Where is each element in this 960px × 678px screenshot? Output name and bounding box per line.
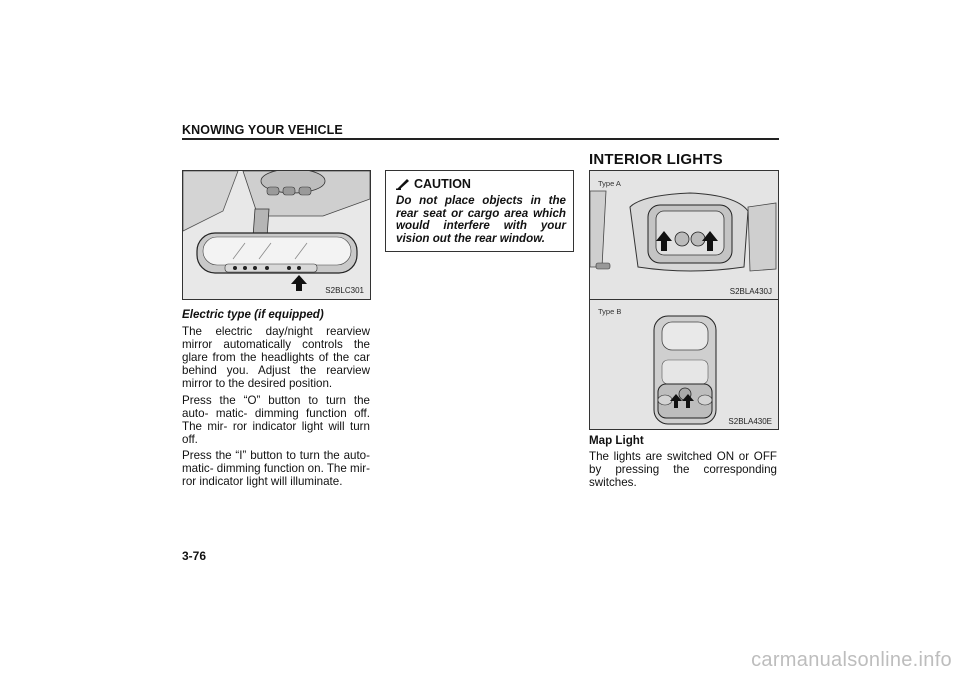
section-title: INTERIOR LIGHTS xyxy=(589,151,723,168)
page-number: 3-76 xyxy=(182,549,207,563)
mirror-section xyxy=(182,308,370,491)
page-header: KNOWING YOUR VEHICLE xyxy=(182,123,343,137)
type-a-code: S2BLA430J xyxy=(729,287,772,296)
caution-heading xyxy=(396,177,471,191)
map-light-title: Map Light xyxy=(589,434,644,447)
caution-title: CAUTION xyxy=(414,177,471,191)
watermark: carmanualsonline.info xyxy=(751,649,952,671)
mirror-paragraph: Press the “I” button to turn the auto- matic- dimming function on. The mir- ror indicator light will illuminate. xyxy=(182,448,370,489)
warning-icon xyxy=(396,178,410,190)
caution-text: Do not place objects in the rear seat or cargo area which would interfere with your vision out the rear window. xyxy=(396,194,566,245)
caution-box xyxy=(385,170,574,252)
type-b-code: S2BLA430E xyxy=(728,417,772,426)
figure-code: S2BLC301 xyxy=(325,286,364,295)
header-rule xyxy=(182,138,779,140)
interior-lights-figure xyxy=(589,170,779,430)
mirror-subtitle: Electric type (if equipped) xyxy=(182,308,324,321)
type-b-illustration xyxy=(590,300,778,429)
type-a-label: Type A xyxy=(598,179,621,188)
mirror-figure xyxy=(182,170,371,300)
rearview-mirror-illustration xyxy=(183,171,370,299)
mirror-paragraph: The electric day/night rearview mirror automatically controls the glare from the headlights of the car behind you. Adjust the rearview mirror to the desired position. xyxy=(182,325,370,391)
type-b-label: Type B xyxy=(598,307,622,316)
map-light-text: The lights are switched ON or OFF by pressing the corresponding switches. xyxy=(589,450,777,490)
mirror-paragraph: Press the “O” button to turn the auto- matic- dimming function off. The mir- ror indicator light will turn off. xyxy=(182,393,370,446)
type-a-illustration xyxy=(590,171,778,299)
